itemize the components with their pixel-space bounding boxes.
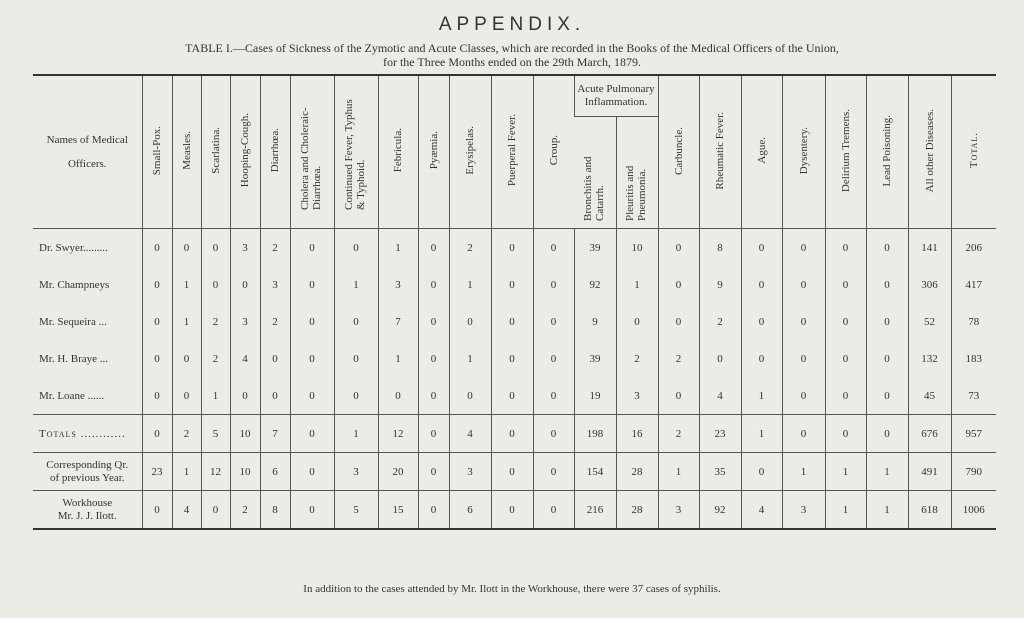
header-erysipelas: Erysipelas.: [449, 75, 491, 229]
table-cell: 4: [230, 340, 260, 377]
table-cell: 3: [260, 266, 290, 303]
table-cell: 23: [699, 415, 741, 453]
table-cell: 1: [616, 266, 658, 303]
table-cell: 0: [782, 266, 825, 303]
table-cell: 39: [574, 229, 616, 267]
table-cell: 28: [616, 453, 658, 491]
table-cell: 0: [334, 229, 378, 267]
table-cell: 92: [574, 266, 616, 303]
table-cell: 3: [230, 303, 260, 340]
table-cell: 1: [449, 340, 491, 377]
table-caption: [0, 41, 1024, 69]
table-row: [33, 229, 996, 267]
table-cell: 4: [449, 415, 491, 453]
table-row: [33, 415, 996, 453]
table-cell: 1: [378, 229, 418, 267]
table-cell: 0: [491, 491, 533, 530]
table-cell: 2: [658, 415, 699, 453]
table-cell: 0: [491, 303, 533, 340]
table-cell: 0: [334, 377, 378, 415]
officer-name: Totals ............: [33, 415, 142, 453]
table-row: [33, 340, 996, 377]
table-cell: 0: [741, 340, 782, 377]
table-cell: 0: [142, 491, 172, 530]
header-rheumatic-fever: Rheumatic Fever.: [699, 75, 741, 229]
table-cell: 0: [782, 415, 825, 453]
table-cell: 1: [172, 266, 201, 303]
table-cell: 2: [201, 340, 230, 377]
table-cell: 0: [491, 453, 533, 491]
table-cell: 491: [908, 453, 951, 491]
officer-name-line-1: Corresponding Qr.: [46, 458, 129, 471]
header-puerperal-fever: Puerperal Fever.: [491, 75, 533, 229]
header-ague: Ague.: [741, 75, 782, 229]
table-cell: 132: [908, 340, 951, 377]
table-cell: 2: [658, 340, 699, 377]
officer-name-line-1: Workhouse: [62, 496, 113, 509]
table-cell: 78: [951, 303, 996, 340]
header-lead-poisoning: Lead Poisoning.: [866, 75, 908, 229]
table-cell: 15: [378, 491, 418, 530]
table-cell: 0: [230, 377, 260, 415]
table-cell: 0: [699, 340, 741, 377]
table-cell: 0: [491, 377, 533, 415]
table-cell: 1: [172, 453, 201, 491]
table-cell: 8: [699, 229, 741, 267]
table-row: [33, 377, 996, 415]
table-cell: 3: [334, 453, 378, 491]
table-cell: 1: [741, 377, 782, 415]
table-cell: 0: [290, 415, 334, 453]
officer-name: Mr. Sequeira ...: [39, 315, 107, 328]
table-cell: 45: [908, 377, 951, 415]
table-cell: 1: [201, 377, 230, 415]
table-cell: 2: [260, 303, 290, 340]
table-cell: 1: [782, 453, 825, 491]
table-cell: 0: [334, 303, 378, 340]
table-cell: 0: [449, 303, 491, 340]
table-cell: 92: [699, 491, 741, 530]
table-cell: 1: [866, 453, 908, 491]
table-cell: 23: [142, 453, 172, 491]
table-cell: 1: [449, 266, 491, 303]
table-cell: 0: [334, 340, 378, 377]
table-cell: 0: [782, 303, 825, 340]
table-cell: 1: [378, 340, 418, 377]
caption-line-2: for the Three Months ended on the 29th March, 1879.: [382, 55, 642, 69]
table-cell: 73: [951, 377, 996, 415]
table-cell: 618: [908, 491, 951, 530]
table-cell: 0: [378, 377, 418, 415]
table-cell: 306: [908, 266, 951, 303]
table-cell: 0: [825, 377, 866, 415]
table-cell: 0: [533, 303, 574, 340]
table-cell: 0: [616, 303, 658, 340]
table-cell: 0: [741, 266, 782, 303]
table-cell: 5: [334, 491, 378, 530]
table-cell: 0: [658, 229, 699, 267]
table-cell: 676: [908, 415, 951, 453]
table-cell: 3: [230, 229, 260, 267]
table-cell: 0: [658, 266, 699, 303]
table-cell: 16: [616, 415, 658, 453]
table-cell: 0: [533, 377, 574, 415]
table-cell: 0: [290, 229, 334, 267]
table-cell: 10: [616, 229, 658, 267]
table-cell: 6: [260, 453, 290, 491]
table-cell: 0: [418, 303, 449, 340]
table-cell: 1: [866, 491, 908, 530]
table-cell: 216: [574, 491, 616, 530]
officer-name: Dr. Swyer.........: [39, 241, 108, 254]
table-cell: 3: [658, 491, 699, 530]
table-cell: 3: [782, 491, 825, 530]
table-cell: 8: [260, 491, 290, 530]
table-cell: 2: [449, 229, 491, 267]
header-delirium-tremens: Delirium Tremens.: [825, 75, 866, 229]
table-cell: 0: [741, 229, 782, 267]
header-hooping-cough: Hooping-Cough.: [230, 75, 260, 229]
table-cell: 9: [699, 266, 741, 303]
table-cell: 0: [825, 229, 866, 267]
caption-line-1: TABLE I.—Cases of Sickness of the Zymotic and Acute Classes, which are recorded in the Books of the Medical Officers of the Union,: [185, 41, 839, 55]
table-cell: 0: [533, 229, 574, 267]
table-cell: 0: [782, 229, 825, 267]
header-scarlatina: Scarlatina.: [201, 75, 230, 229]
header-small-pox: Small-Pox.: [142, 75, 172, 229]
table-cell: 3: [378, 266, 418, 303]
table-cell: 52: [908, 303, 951, 340]
table-cell: 0: [418, 377, 449, 415]
table-cell: 0: [260, 377, 290, 415]
table-cell: 0: [201, 229, 230, 267]
table-cell: 0: [825, 303, 866, 340]
table-cell: 0: [741, 303, 782, 340]
footnote: In addition to the cases attended by Mr. Ilott in the Workhouse, there were 37 cases of syphilis.: [303, 583, 721, 595]
table-cell: 0: [741, 453, 782, 491]
officer-name: Mr. Loane ......: [39, 389, 105, 402]
table-cell: 141: [908, 229, 951, 267]
table-cell: 2: [260, 229, 290, 267]
table-cell: 206: [951, 229, 996, 267]
table-cell: 0: [866, 229, 908, 267]
table-cell: 1: [658, 453, 699, 491]
table-cell: 39: [574, 340, 616, 377]
header-continued-fever: Continued Fever, Typhus & Typhoid.: [334, 75, 378, 229]
table-cell: 1: [741, 415, 782, 453]
sickness-table: [33, 74, 996, 530]
table-cell: 1: [334, 266, 378, 303]
table-cell: 0: [418, 340, 449, 377]
table-cell: 0: [782, 377, 825, 415]
table-cell: 0: [866, 415, 908, 453]
officer-name: Mr. Champneys: [39, 278, 110, 291]
table-cell: 0: [825, 266, 866, 303]
table-cell: 0: [449, 377, 491, 415]
table-cell: 0: [491, 340, 533, 377]
table-cell: 1: [825, 491, 866, 530]
table-cell: 0: [782, 340, 825, 377]
table-cell: 0: [533, 415, 574, 453]
table-cell: 0: [533, 340, 574, 377]
table-cell: 19: [574, 377, 616, 415]
table-cell: 0: [491, 266, 533, 303]
table-cell: 0: [142, 229, 172, 267]
header-names: Names of Medical Officers.: [33, 75, 142, 229]
table-cell: 0: [658, 377, 699, 415]
header-dysentery: Dysentery.: [782, 75, 825, 229]
table-cell: 0: [290, 266, 334, 303]
table-cell: 0: [418, 415, 449, 453]
table-cell: 417: [951, 266, 996, 303]
table-cell: 3: [449, 453, 491, 491]
table-cell: 20: [378, 453, 418, 491]
officer-name-line-2: of previous Year.: [49, 471, 125, 484]
table-cell: 35: [699, 453, 741, 491]
table-cell: 3: [616, 377, 658, 415]
table-cell: 0: [866, 266, 908, 303]
table-cell: 0: [201, 266, 230, 303]
table-cell: 0: [142, 415, 172, 453]
table-cell: 10: [230, 453, 260, 491]
table-cell: 28: [616, 491, 658, 530]
table-cell: 12: [201, 453, 230, 491]
table-cell: 1006: [951, 491, 996, 530]
table-cell: 0: [290, 491, 334, 530]
header-total: Total.: [951, 75, 996, 229]
table-cell: 1: [172, 303, 201, 340]
table-cell: 0: [142, 303, 172, 340]
header-diarrhoea: Diarrhœa.: [260, 75, 290, 229]
table-cell: 4: [172, 491, 201, 530]
table-cell: 7: [260, 415, 290, 453]
table-cell: 0: [418, 453, 449, 491]
table-cell: 0: [230, 266, 260, 303]
officer-name: [33, 453, 142, 491]
header-pyaemia: Pyæmia.: [418, 75, 449, 229]
table-cell: 0: [491, 415, 533, 453]
table-cell: 5: [201, 415, 230, 453]
table-cell: 0: [290, 303, 334, 340]
table-cell: 9: [574, 303, 616, 340]
table-cell: 0: [201, 491, 230, 530]
table-cell: 0: [866, 340, 908, 377]
header-acute-pulmonary: Acute Pulmonary Inflammation.: [574, 75, 658, 117]
table-cell: 0: [172, 229, 201, 267]
header-croup: Croup.: [533, 75, 574, 229]
table-cell: 2: [699, 303, 741, 340]
table-row: [33, 303, 996, 340]
table-cell: 0: [290, 453, 334, 491]
table-cell: 0: [260, 340, 290, 377]
table-cell: 0: [533, 491, 574, 530]
table-cell: 0: [825, 415, 866, 453]
table-cell: 183: [951, 340, 996, 377]
table-row: [33, 491, 996, 530]
table-cell: 0: [866, 303, 908, 340]
table-row: [33, 266, 996, 303]
table-row: [33, 453, 996, 491]
table-cell: 0: [290, 340, 334, 377]
table-cell: 0: [533, 453, 574, 491]
table-cell: 12: [378, 415, 418, 453]
officer-name: Mr. H. Braye ...: [39, 352, 109, 365]
table-cell: 790: [951, 453, 996, 491]
table-cell: 198: [574, 415, 616, 453]
table-cell: 0: [418, 266, 449, 303]
table-cell: 0: [533, 266, 574, 303]
table-cell: 0: [866, 377, 908, 415]
table-cell: 0: [290, 377, 334, 415]
table-cell: 1: [825, 453, 866, 491]
header-bronchitis: Bronchitis and Catarrh.: [574, 117, 616, 229]
table-cell: 2: [201, 303, 230, 340]
officer-name-line-2: Mr. J. J. Ilott.: [57, 509, 117, 522]
table-cell: 10: [230, 415, 260, 453]
table-cell: 4: [741, 491, 782, 530]
page-title: APPENDIX.: [438, 14, 586, 35]
table-cell: 0: [172, 340, 201, 377]
table-cell: 2: [172, 415, 201, 453]
header-febricula: Febricula.: [378, 75, 418, 229]
table-cell: 0: [491, 229, 533, 267]
header-carbuncle: Carbuncle.: [658, 75, 699, 229]
table-cell: 7: [378, 303, 418, 340]
header-measles: Measles.: [172, 75, 201, 229]
table-cell: 154: [574, 453, 616, 491]
table-cell: 2: [230, 491, 260, 530]
header-pleuritis: Pleuritis and Pneumonia.: [616, 117, 658, 229]
table-cell: 0: [142, 266, 172, 303]
table-cell: 0: [418, 229, 449, 267]
table-cell: 0: [142, 340, 172, 377]
table-cell: 0: [825, 340, 866, 377]
table-cell: 957: [951, 415, 996, 453]
officer-name: [33, 491, 142, 530]
table-cell: 4: [699, 377, 741, 415]
header-all-other-diseases: All other Diseases.: [908, 75, 951, 229]
table-cell: 6: [449, 491, 491, 530]
table-cell: 0: [172, 377, 201, 415]
table-cell: 0: [142, 377, 172, 415]
table-cell: 2: [616, 340, 658, 377]
table-cell: 0: [418, 491, 449, 530]
table-cell: 0: [658, 303, 699, 340]
header-cholera: Cholera and Choleraic-Diarrhœa.: [290, 75, 334, 229]
table-cell: 1: [334, 415, 378, 453]
